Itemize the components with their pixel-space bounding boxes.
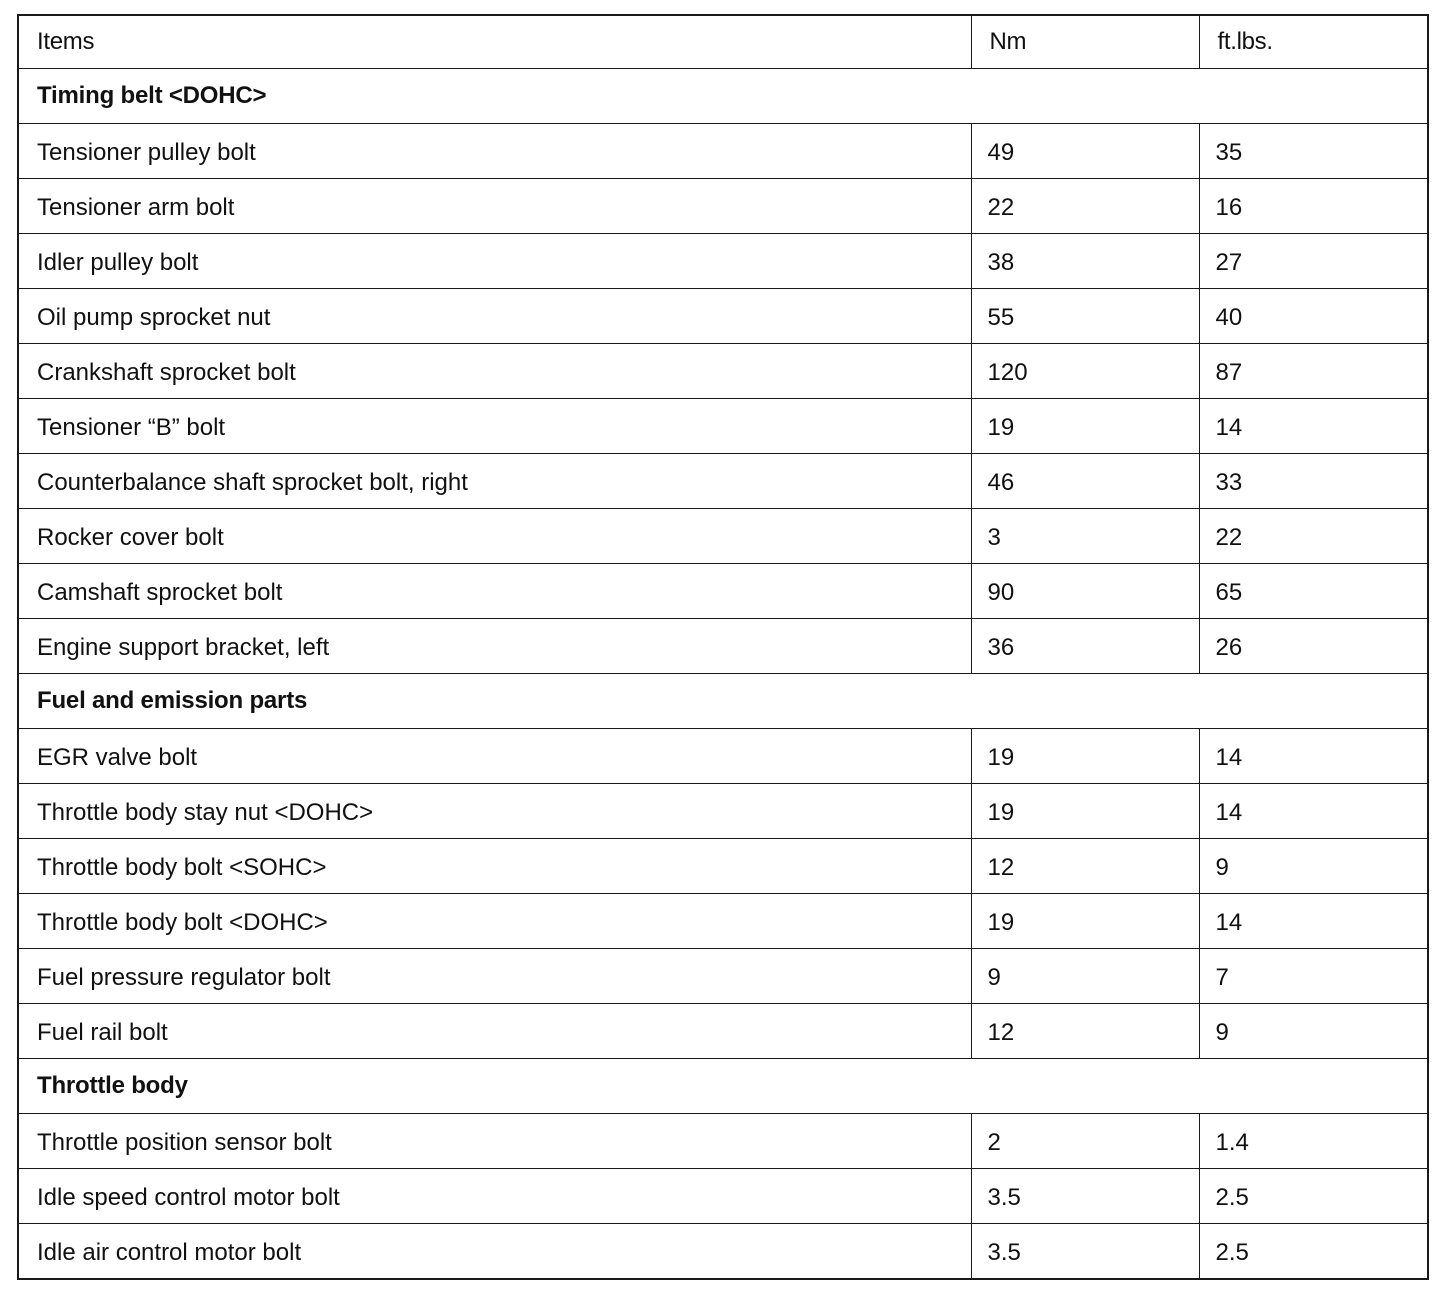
item-cell: [18, 1114, 971, 1169]
table-row: [18, 179, 1428, 234]
nm-cell: [971, 344, 1199, 399]
item-cell: [18, 399, 971, 454]
nm-cell: [971, 509, 1199, 564]
ftlbs-cell: [1199, 124, 1428, 179]
item-label: Idler pulley bolt: [37, 249, 199, 276]
item-label: Tensioner “B” bolt: [37, 414, 226, 441]
nm-cell: [971, 179, 1199, 234]
nm-cell: [971, 1169, 1199, 1224]
item-cell: [18, 784, 971, 839]
nm-cell: [971, 839, 1199, 894]
ftlbs-cell: [1199, 234, 1428, 289]
table-row: [18, 509, 1428, 564]
item-cell: [18, 1224, 971, 1280]
ftlbs-value: 22: [1215, 524, 1243, 551]
ftlbs-value: 40: [1215, 304, 1243, 331]
nm-value: 19: [987, 414, 1015, 441]
ftlbs-cell: [1199, 619, 1428, 674]
item-label: EGR valve bolt: [37, 744, 198, 771]
torque-spec-table: [17, 14, 1429, 1280]
ftlbs-value: 87: [1215, 359, 1243, 386]
nm-value: 19: [987, 799, 1015, 826]
nm-cell: [971, 894, 1199, 949]
section-title: Timing belt <DOHC>: [18, 69, 1428, 124]
nm-value: 3: [987, 524, 1001, 551]
ftlbs-cell: [1199, 509, 1428, 564]
ftlbs-cell: [1199, 179, 1428, 234]
table-row: [18, 399, 1428, 454]
ftlbs-value: 35: [1215, 139, 1243, 166]
ftlbs-value: 1.4: [1215, 1129, 1249, 1156]
nm-value: 36: [987, 634, 1015, 661]
ftlbs-cell: [1199, 289, 1428, 344]
item-label: Tensioner pulley bolt: [37, 139, 256, 166]
nm-value: 55: [987, 304, 1015, 331]
item-label: Throttle position sensor bolt: [37, 1129, 332, 1156]
ftlbs-cell: [1199, 784, 1428, 839]
column-header-items: Items: [18, 15, 971, 69]
table-row: [18, 289, 1428, 344]
item-cell: [18, 839, 971, 894]
ftlbs-value: 33: [1215, 469, 1243, 496]
ftlbs-cell: [1199, 564, 1428, 619]
ftlbs-value: 2.5: [1215, 1184, 1249, 1211]
ftlbs-value: 27: [1215, 249, 1243, 276]
ftlbs-value: 7: [1215, 964, 1229, 991]
item-cell: [18, 454, 971, 509]
table-row: [18, 949, 1428, 1004]
nm-cell: [971, 949, 1199, 1004]
section-row: [18, 674, 1428, 729]
ftlbs-value: 2.5: [1215, 1239, 1249, 1266]
nm-value: 19: [987, 744, 1015, 771]
nm-cell: [971, 729, 1199, 784]
ftlbs-value: 14: [1215, 414, 1243, 441]
section-title: Fuel and emission parts: [18, 674, 1428, 729]
item-label: Rocker cover bolt: [37, 524, 224, 551]
section-title: Throttle body: [18, 1059, 1428, 1114]
nm-value: 9: [987, 964, 1001, 991]
nm-value: 12: [987, 854, 1015, 881]
ftlbs-value: 14: [1215, 799, 1243, 826]
item-cell: [18, 619, 971, 674]
item-label: Counterbalance shaft sprocket bolt, right: [37, 469, 468, 496]
nm-value: 120: [987, 359, 1028, 386]
nm-value: 22: [987, 194, 1015, 221]
item-label: Crankshaft sprocket bolt: [37, 359, 296, 386]
item-label: Engine support bracket, left: [37, 634, 330, 661]
ftlbs-cell: [1199, 729, 1428, 784]
table-row: [18, 124, 1428, 179]
nm-value: 90: [987, 579, 1015, 606]
item-cell: [18, 949, 971, 1004]
table-body: [18, 69, 1428, 1280]
table-row: [18, 784, 1428, 839]
table-row: [18, 839, 1428, 894]
nm-value: 38: [987, 249, 1015, 276]
section-row: [18, 1059, 1428, 1114]
item-label: Idle speed control motor bolt: [37, 1184, 340, 1211]
ftlbs-value: 65: [1215, 579, 1243, 606]
ftlbs-cell: [1199, 894, 1428, 949]
table-row: [18, 1114, 1428, 1169]
column-header-nm: Nm: [971, 15, 1199, 69]
nm-cell: [971, 564, 1199, 619]
nm-cell: [971, 234, 1199, 289]
ftlbs-cell: [1199, 454, 1428, 509]
ftlbs-value: 14: [1215, 909, 1243, 936]
table-row: [18, 1169, 1428, 1224]
nm-cell: [971, 1114, 1199, 1169]
nm-cell: [971, 454, 1199, 509]
table-row: [18, 344, 1428, 399]
nm-cell: [971, 399, 1199, 454]
item-label: Throttle body stay nut <DOHC>: [37, 799, 374, 826]
ftlbs-value: 16: [1215, 194, 1243, 221]
nm-value: 3.5: [987, 1184, 1021, 1211]
table-row: [18, 1004, 1428, 1059]
nm-cell: [971, 124, 1199, 179]
item-label: Fuel pressure regulator bolt: [37, 964, 331, 991]
nm-value: 12: [987, 1019, 1015, 1046]
item-label: Camshaft sprocket bolt: [37, 579, 283, 606]
item-cell: [18, 289, 971, 344]
header-row: [18, 15, 1428, 69]
ftlbs-value: 14: [1215, 744, 1243, 771]
ftlbs-cell: [1199, 1114, 1428, 1169]
ftlbs-value: 9: [1215, 1019, 1229, 1046]
table-row: [18, 234, 1428, 289]
item-cell: [18, 234, 971, 289]
ftlbs-cell: [1199, 949, 1428, 1004]
nm-value: 2: [987, 1129, 1001, 1156]
nm-value: 19: [987, 909, 1015, 936]
ftlbs-value: 9: [1215, 854, 1229, 881]
ftlbs-cell: [1199, 1004, 1428, 1059]
nm-cell: [971, 619, 1199, 674]
nm-value: 49: [987, 139, 1015, 166]
table-row: [18, 894, 1428, 949]
nm-cell: [971, 1224, 1199, 1280]
item-label: Idle air control motor bolt: [37, 1239, 302, 1266]
item-cell: [18, 564, 971, 619]
ftlbs-cell: [1199, 839, 1428, 894]
item-label: Throttle body bolt <SOHC>: [37, 854, 327, 881]
nm-value: 46: [987, 469, 1015, 496]
item-cell: [18, 1004, 971, 1059]
column-header-ftlbs: ft.lbs.: [1199, 15, 1428, 69]
item-cell: [18, 729, 971, 784]
item-label: Oil pump sprocket nut: [37, 304, 271, 331]
ftlbs-value: 26: [1215, 634, 1243, 661]
table-row: [18, 619, 1428, 674]
item-label: Fuel rail bolt: [37, 1019, 168, 1046]
item-cell: [18, 509, 971, 564]
item-label: Throttle body bolt <DOHC>: [37, 909, 328, 936]
nm-cell: [971, 1004, 1199, 1059]
ftlbs-cell: [1199, 1169, 1428, 1224]
item-cell: [18, 179, 971, 234]
item-cell: [18, 124, 971, 179]
table-row: [18, 454, 1428, 509]
ftlbs-cell: [1199, 399, 1428, 454]
table-row: [18, 729, 1428, 784]
item-cell: [18, 1169, 971, 1224]
nm-cell: [971, 784, 1199, 839]
table-row: [18, 1224, 1428, 1280]
nm-value: 3.5: [987, 1239, 1021, 1266]
section-row: [18, 69, 1428, 124]
nm-cell: [971, 289, 1199, 344]
item-cell: [18, 894, 971, 949]
ftlbs-cell: [1199, 344, 1428, 399]
table-row: [18, 564, 1428, 619]
item-cell: [18, 344, 971, 399]
ftlbs-cell: [1199, 1224, 1428, 1280]
item-label: Tensioner arm bolt: [37, 194, 235, 221]
